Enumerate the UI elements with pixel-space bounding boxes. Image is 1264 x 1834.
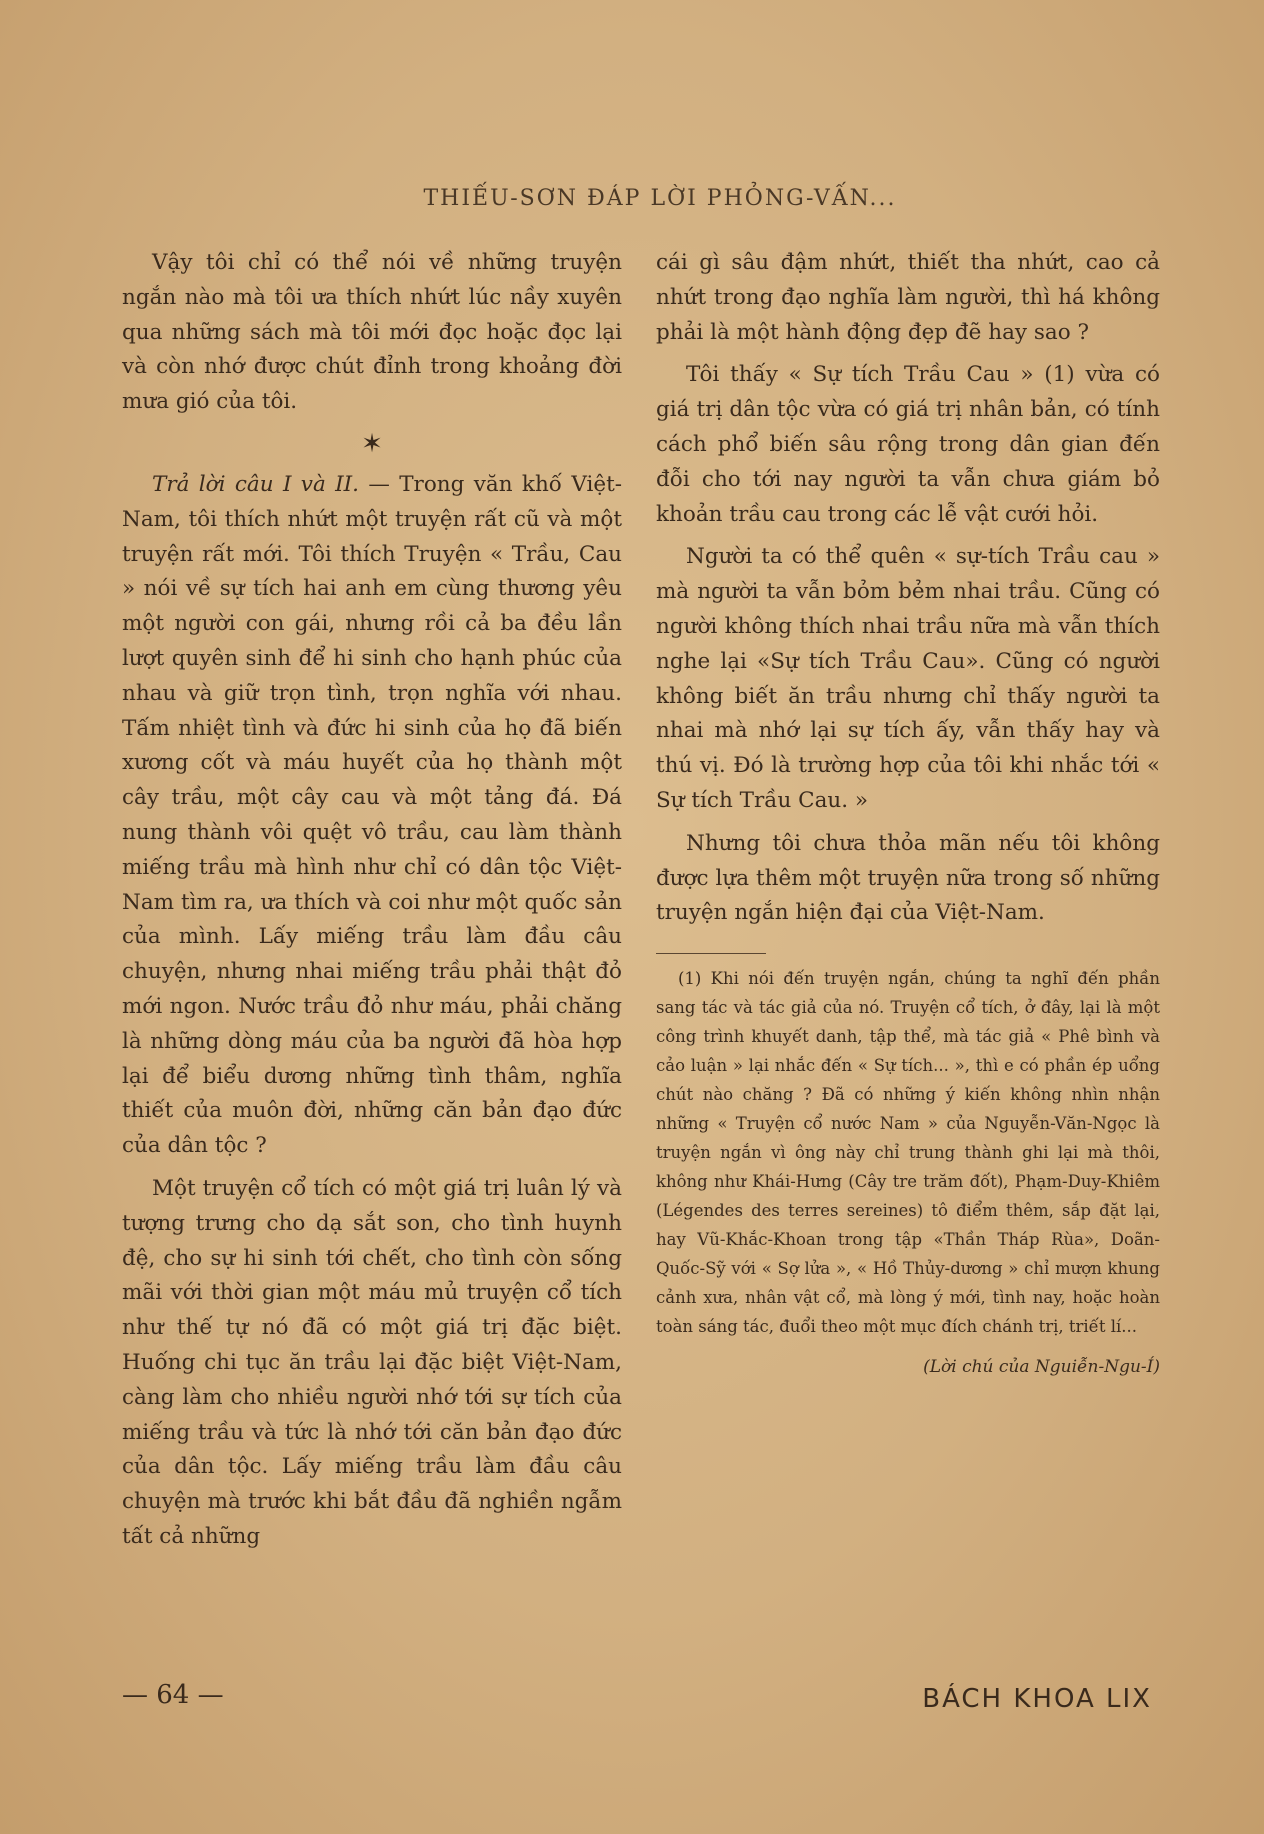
paragraph: Người ta có thể quên « sự-tích Trầu cau » mà người ta vẫn bỏm bẻm nhai trầu. Cũng có người không thích nhai trầu nữa mà vẫn thích nghe lại «Sự tích Trầu Cau». Cũng có người không biết ăn trầu nhưng chỉ thấy người ta nhai mà nhớ lại sự tích ấy, vẫn thấy hay và thú vị. Đó là trường hợp của tôi khi nhắc tới « Sự tích Trầu Cau. » xyxy=(656,544,1160,813)
footnote-text: (1) Khi nói đến truyện ngắn, chúng ta nghĩ đến phần sang tác và tác giả của nó. Truyện cổ tích, ở đây, lại là một công trình khuyết danh, tập thể, mà tác giả « Phê bình và cảo luận » lại nhắc đến « Sự tích... », thì e có phần ép uổng chút nào chăng ? Đã có những ý kiến không nhìn nhận những « Truyện cổ nước Nam » của Nguyễn-Văn-Ngọc là truyện ngắn vì ông này chỉ trung thành ghi lại mà thôi, không như Khái-Hưng (Cây tre trăm đốt), Phạm-Duy-Khiêm (Légendes des terres sereines) tô điểm thêm, sắp đặt lại, hay Vũ-Khắc-Khoan trong tập «Thần Tháp Rùa», Doãn-Quốc-Sỹ với « Sợ lửa », « Hồ Thủy-dương » chỉ mượn khung cảnh xưa, nhân vật cổ, mà lòng ý mới, tình nay, hoặc hoàn toàn sáng tác, đuổi theo một mục đích chánh trị, triết lí... xyxy=(656,969,1160,1337)
paragraph: Một truyện cổ tích có một giá trị luân lý và tượng trưng cho dạ sắt son, cho tình huynh đệ, cho sự hi sinh tới chết, cho tình còn sống mãi với thời gian một máu mủ truyện cổ tích như thế tự nó đã có một giá trị đặc biệt. Huống chi tục ăn trầu lại đặc biệt Việt-Nam, càng làm cho nhiều người nhớ tới sự tích của miếng trầu và tức là nhớ tới căn bản đạo đức của dân tộc. Lấy miếng trầu làm đầu câu chuyện mà trước khi bắt đầu đã nghiền ngẫm tất cả những xyxy=(122,1175,622,1549)
paragraph xyxy=(122,468,622,1164)
footnote-credit: (Lời chú của Nguiễn-Ngu-Í) xyxy=(923,1357,1160,1378)
star-divider-icon: ✶ xyxy=(361,428,383,459)
paragraph: Tôi thấy « Sự tích Trầu Cau » (1) vừa có giá trị dân tộc vừa có giá trị nhân bản, có tính cách phổ biến sâu rộng trong dân gian đến đỗi cho tới nay người ta vẫn chưa giám bỏ khoản trầu cau trong các lễ vật cưới hỏi. xyxy=(656,362,1160,527)
answer-label: Trả lời câu I và II. xyxy=(152,471,359,497)
answer-text: — Trong văn khố Việt-Nam, tôi thích nhứt một truyện rất cũ và một truyện rất mới. Tôi thích Truyện « Trầu, Cau » nói về sự tích hai anh em cùng thương yêu một người con gái, nhưng rồi cả ba đều lần lượt quyên sinh để hi sinh cho hạnh phúc của nhau và giữ trọn tình, trọn nghĩa với nhau. Tấm nhiệt tình và đức hi sinh của họ đã biến xương cốt và máu huyết của họ thành một cây trầu, một cây cau và một tảng đá. Đá nung thành vôi quệt vô trầu, cau làm thành miếng trầu mà hình như chỉ có dân tộc Việt-Nam tìm ra, ưa thích và coi như một quốc sản của mình. Lấy miếng trầu làm đầu câu chuyện, nhưng nhai miếng trầu phải thật đỏ mới ngon. Nước trầu đỏ như máu, phải chăng là những dòng máu của ba người đã hòa hợp lại để biểu dương những tình thâm, nghĩa thiết của muôn đời, những căn bản đạo đức của dân tộc ? xyxy=(122,471,622,1159)
magazine-name: BÁCH KHOA LIX xyxy=(922,1684,1152,1714)
paragraph: Nhưng tôi chưa thỏa mãn nếu tôi không được lựa thêm một truyện nữa trong số những truyện ngắn hiện đại của Việt-Nam. xyxy=(656,830,1160,926)
footnote-rule xyxy=(656,953,766,954)
page-number: — 64 — xyxy=(122,1680,224,1710)
paragraph: Vậy tôi chỉ có thể nói về những truyện ngắn nào mà tôi ưa thích nhứt lúc nầy xuyên qua những sách mà tôi mới đọc hoặc đọc lại và còn nhớ được chút đỉnh trong khoảng đời mưa gió của tôi. xyxy=(122,250,622,415)
left-column xyxy=(122,246,622,1555)
footnote xyxy=(656,964,1160,1382)
right-column xyxy=(656,246,1160,1382)
paragraph: cái gì sâu đậm nhứt, thiết tha nhứt, cao cả nhứt trong đạo nghĩa làm người, thì há không phải là một hành động đẹp đẽ hay sao ? xyxy=(656,250,1160,345)
running-header: THIẾU-SƠN ĐÁP LỜI PHỎNG-VẤN... xyxy=(423,186,897,211)
